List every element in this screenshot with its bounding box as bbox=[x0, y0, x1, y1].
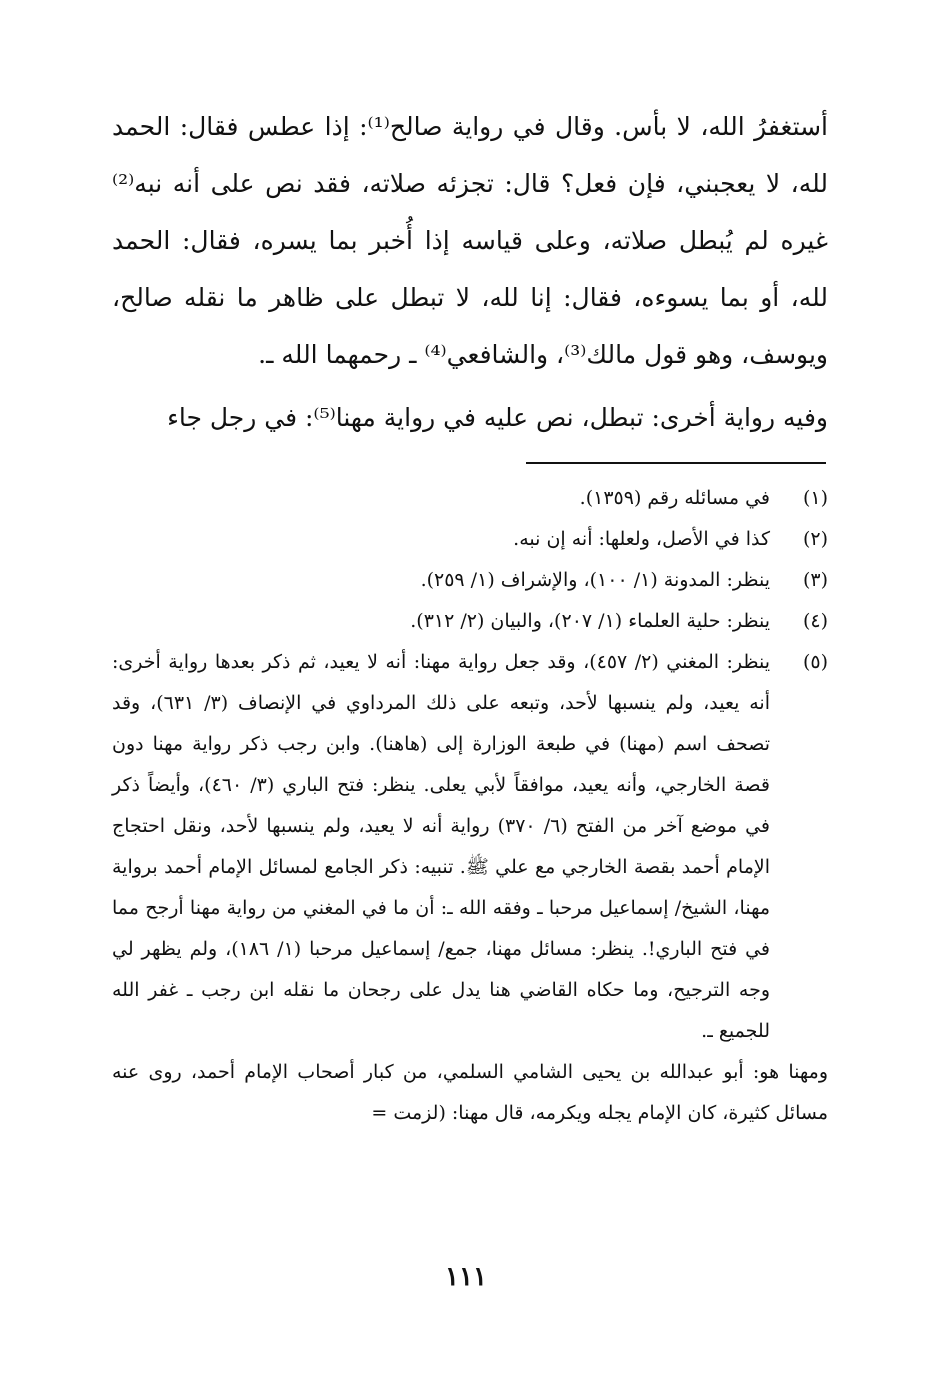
page-number: ١١١ bbox=[445, 1262, 487, 1292]
body-paragraph-1: أستغفرُ الله، لا بأس. وقال في رواية صالح⁽¹⁾: إذا عطس فقال: الحمد لله، لا يعجبني، فإن فعل؟ قال: تجزئه صلاته، فقد نص على أنه نبه⁽²⁾ غيره لم يُبطل صلاته، وعلى قياسه إذا أُخبر بما يسره، فقال: الحمد لله، أو بما يسوءه، فقال: إنا لله، لا تبطل على ظاهر ما نقله صالح، ويوسف، وهو قول مالك⁽³⁾، والشافعي⁽⁴⁾ ـ رحمهما الله ـ. bbox=[112, 112, 829, 369]
footnote-2 bbox=[112, 519, 828, 560]
footnote-number: (١) bbox=[802, 487, 828, 509]
footnote-5 bbox=[112, 642, 828, 1052]
footnote-text: ينظر: المدونة (١/ ١٠٠)، والإشراف (١/ ٢٥٩). bbox=[420, 569, 770, 591]
footnote-4 bbox=[112, 601, 828, 642]
footnote-1 bbox=[112, 478, 828, 519]
body-paragraph-2: وفيه رواية أخرى: تبطل، نص عليه في رواية مهنا⁽⁵⁾: في رجل جاء bbox=[167, 403, 828, 432]
footnote-3 bbox=[112, 560, 828, 601]
footnote-number: (٣) bbox=[802, 569, 828, 591]
footnotes bbox=[112, 478, 828, 1134]
footnote-separator bbox=[526, 462, 826, 464]
footnote-number: (٢) bbox=[802, 528, 828, 550]
footnote-number: (٥) bbox=[802, 651, 828, 673]
footnote-continuation: ومهنا هو: أبو عبدالله بن يحيى الشامي السلمي، من كبار أصحاب الإمام أحمد، روى عنه مسائل كثيرة، كان الإمام يجله ويكرمه، قال مهنا: (لزمت = bbox=[112, 1061, 828, 1124]
footnote-text: كذا في الأصل، ولعلها: أنه إن نبه. bbox=[513, 528, 770, 550]
footnote-text: ينظر: حلية العلماء (١/ ٢٠٧)، والبيان (٢/ ٣١٢). bbox=[410, 610, 770, 632]
footnote-text: ينظر: المغني (٢/ ٤٥٧)، وقد جعل رواية مهنا: أنه لا يعيد، ثم ذكر بعدها رواية أخرى: أنه يعيد، ولم ينسبها لأحد، وتبعه على ذلك المرداوي في الإنصاف (٣/ ٦٣١)، وقد تصحف اسم (مهنا) في طبعة الوزارة إلى (هاهنا). وابن رجب ذكر رواية مهنا دون قصة الخارجي، وأنه يعيد، موافقاً لأبي يعلى. ينظر: فتح الباري (٣/ ٤٦٠)، وأيضاً ذكر في موضع آخر من الفتح (٦/ ٣٧٠) رواية أنه لا يعيد، ولم ينسبها لأحد، ونقل احتجاج الإمام أحمد بقصة الخارجي مع علي ﷺ. تنبيه: ذكر الجامع لمسائل الإمام أحمد برواية مهنا، الشيخ/ إسماعيل مرحبا ـ وفقه الله ـ: أن ما في المغني من رواية مهنا أرجح مما في فتح الباري!. ينظر: مسائل مهنا، جمع/ إسماعيل مرحبا (١/ ١٨٦)، ولم يظهر لي وجه الترجيح، وما حكاه القاضي هنا يدل على رجحان ما نقله ابن رجب ـ غفر الله للجميع ـ. bbox=[112, 651, 771, 1042]
footnote-text: في مسائله رقم (١٣٥٩). bbox=[579, 487, 770, 509]
main-text bbox=[112, 98, 828, 446]
footnote-number: (٤) bbox=[802, 610, 828, 632]
